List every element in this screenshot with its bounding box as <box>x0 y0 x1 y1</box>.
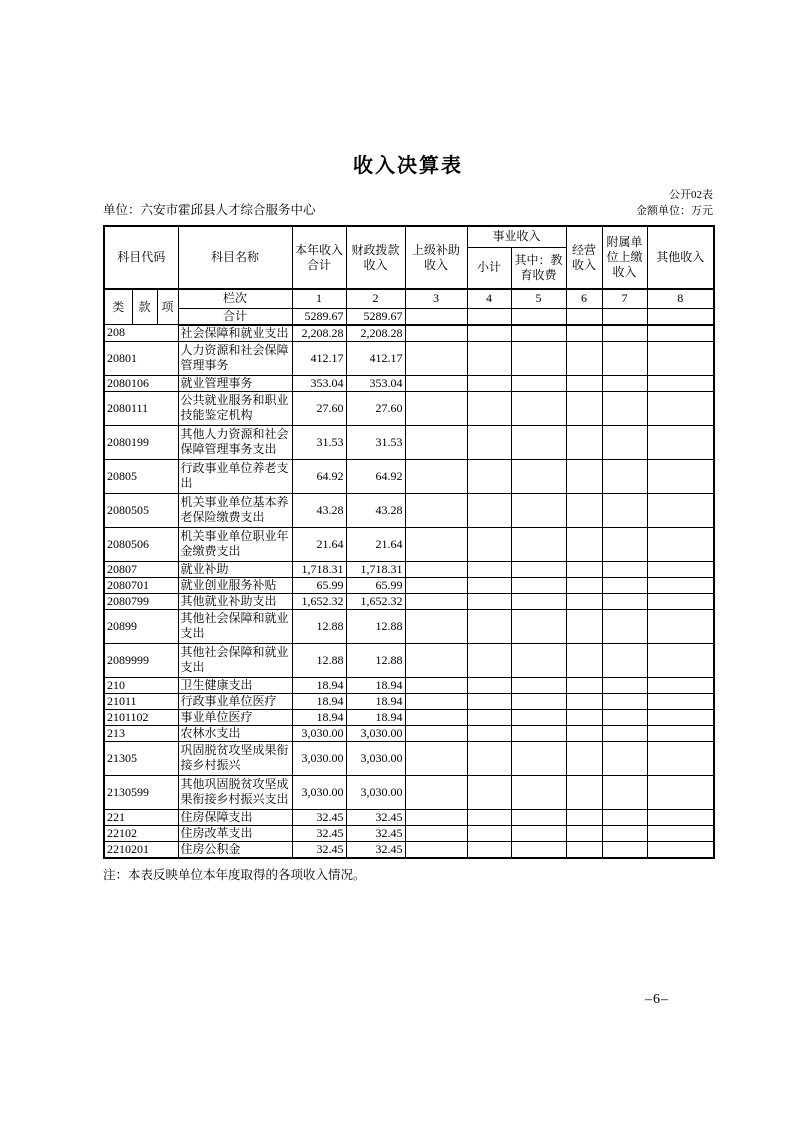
table-row <box>104 391 714 425</box>
value-cell: 32.45 <box>346 825 405 841</box>
value-cell <box>511 341 566 375</box>
total-row-label: 合计 <box>178 308 292 325</box>
subject-name-cell: 巩固脱贫攻坚成果衔接乡村振兴 <box>178 741 292 775</box>
value-cell: 18.94 <box>346 677 405 693</box>
header-business-income-group: 事业收入 <box>467 226 566 247</box>
subject-name-cell: 农林水支出 <box>178 725 292 741</box>
value-cell <box>511 425 566 459</box>
value-cell <box>602 325 647 342</box>
value-cell <box>602 709 647 725</box>
column-number: 5 <box>511 289 566 308</box>
subject-name-cell: 住房保障支出 <box>178 809 292 825</box>
subject-name-cell: 住房改革支出 <box>178 825 292 841</box>
subject-name-cell: 机关事业单位职业年金缴费支出 <box>178 527 292 561</box>
table-row <box>104 809 714 825</box>
table-row <box>104 609 714 643</box>
value-cell <box>405 593 467 609</box>
value-cell <box>467 425 511 459</box>
table-row <box>104 459 714 493</box>
value-cell <box>405 561 467 577</box>
column-number: 3 <box>405 289 467 308</box>
value-cell <box>467 677 511 693</box>
value-cell: 1,652.32 <box>292 593 346 609</box>
value-cell: 3,030.00 <box>346 775 405 809</box>
subject-code-cell: 21305 <box>104 741 178 775</box>
value-cell <box>566 325 602 342</box>
subject-code-cell: 2080701 <box>104 577 178 593</box>
value-cell <box>602 775 647 809</box>
value-cell: 32.45 <box>292 809 346 825</box>
value-cell <box>647 825 714 841</box>
value-cell <box>405 391 467 425</box>
value-cell <box>511 693 566 709</box>
table-row <box>104 725 714 741</box>
header-superior-subsidy-income: 上级补助收入 <box>405 226 467 289</box>
value-cell <box>647 459 714 493</box>
subject-name-cell: 其他就业补助支出 <box>178 593 292 609</box>
subject-name-cell: 就业创业服务补贴 <box>178 577 292 593</box>
value-cell <box>602 561 647 577</box>
value-cell <box>467 825 511 841</box>
value-cell: 3,030.00 <box>292 725 346 741</box>
table-note: 注：本表反映单位本年度取得的各项收入情况。 <box>103 868 366 882</box>
total-value <box>602 308 647 325</box>
subject-name-cell: 其他巩固脱贫攻坚成果衔接乡村振兴支出 <box>178 775 292 809</box>
value-cell <box>405 425 467 459</box>
value-cell <box>602 741 647 775</box>
subject-name-cell: 行政事业单位医疗 <box>178 693 292 709</box>
value-cell <box>647 425 714 459</box>
table-row <box>104 577 714 593</box>
value-cell <box>647 561 714 577</box>
value-cell: 353.04 <box>346 375 405 391</box>
value-cell <box>511 841 566 858</box>
subject-code-cell: 2080799 <box>104 593 178 609</box>
value-cell: 412.17 <box>292 341 346 375</box>
subject-name-cell: 其他社会保障和就业支出 <box>178 643 292 677</box>
header-code-class: 类 <box>104 289 132 325</box>
value-cell <box>405 577 467 593</box>
value-cell <box>647 643 714 677</box>
value-cell: 18.94 <box>292 709 346 725</box>
value-cell <box>511 577 566 593</box>
value-cell <box>405 493 467 527</box>
value-cell <box>467 643 511 677</box>
unit-name-label: 单位：六安市霍邱县人才综合服务中心 <box>103 203 316 217</box>
value-cell <box>467 493 511 527</box>
value-cell <box>467 375 511 391</box>
value-cell <box>467 593 511 609</box>
value-cell <box>511 527 566 561</box>
value-cell: 64.92 <box>346 459 405 493</box>
subject-name-cell: 行政事业单位养老支出 <box>178 459 292 493</box>
subject-name-cell: 就业管理事务 <box>178 375 292 391</box>
amount-unit-label: 金额单位：万元 <box>636 205 713 217</box>
column-number: 6 <box>566 289 602 308</box>
value-cell <box>602 693 647 709</box>
value-cell <box>566 677 602 693</box>
subject-name-cell: 就业补助 <box>178 561 292 577</box>
table-row <box>104 593 714 609</box>
page-number: –6– <box>645 992 669 1007</box>
value-cell <box>511 709 566 725</box>
table-header <box>104 226 714 325</box>
value-cell: 412.17 <box>346 341 405 375</box>
value-cell <box>602 677 647 693</box>
value-cell <box>647 391 714 425</box>
value-cell <box>467 841 511 858</box>
value-cell <box>647 577 714 593</box>
subject-code-cell: 2080505 <box>104 493 178 527</box>
total-value: 5289.67 <box>292 308 346 325</box>
total-value <box>647 308 714 325</box>
subject-name-cell: 其他人力资源和社会保障管理事务支出 <box>178 425 292 459</box>
table-row <box>104 775 714 809</box>
subject-code-cell: 20805 <box>104 459 178 493</box>
value-cell: 1,718.31 <box>292 561 346 577</box>
value-cell <box>566 725 602 741</box>
value-cell <box>647 341 714 375</box>
total-value <box>511 308 566 325</box>
value-cell: 32.45 <box>346 841 405 858</box>
value-cell <box>511 375 566 391</box>
value-cell <box>566 493 602 527</box>
header-subject-name: 科目名称 <box>178 226 292 289</box>
value-cell <box>511 561 566 577</box>
value-cell: 12.88 <box>346 609 405 643</box>
subject-code-cell: 20807 <box>104 561 178 577</box>
value-cell: 353.04 <box>292 375 346 391</box>
subject-name-cell: 社会保障和就业支出 <box>178 325 292 342</box>
value-cell <box>511 459 566 493</box>
value-cell <box>602 425 647 459</box>
header-column-index-label: 栏次 <box>178 289 292 308</box>
header-business-income-subtotal: 小计 <box>467 247 511 289</box>
value-cell <box>405 741 467 775</box>
column-number: 2 <box>346 289 405 308</box>
value-cell <box>566 593 602 609</box>
value-cell <box>405 841 467 858</box>
value-cell: 12.88 <box>292 609 346 643</box>
subject-name-cell: 公共就业服务和职业技能鉴定机构 <box>178 391 292 425</box>
value-cell <box>647 493 714 527</box>
value-cell: 32.45 <box>292 825 346 841</box>
value-cell <box>467 809 511 825</box>
value-cell <box>602 341 647 375</box>
value-cell <box>405 677 467 693</box>
value-cell: 21.64 <box>346 527 405 561</box>
table-row <box>104 677 714 693</box>
value-cell <box>467 325 511 342</box>
table-row <box>104 341 714 375</box>
value-cell: 18.94 <box>346 693 405 709</box>
value-cell <box>467 609 511 643</box>
value-cell <box>647 775 714 809</box>
value-cell: 3,030.00 <box>292 775 346 809</box>
table-row <box>104 527 714 561</box>
value-cell: 12.88 <box>292 643 346 677</box>
header-annual-income-total: 本年收入合计 <box>292 226 346 289</box>
table-row <box>104 643 714 677</box>
value-cell <box>511 325 566 342</box>
subject-code-cell: 210 <box>104 677 178 693</box>
value-cell: 1,718.31 <box>346 561 405 577</box>
value-cell <box>602 609 647 643</box>
value-cell <box>566 375 602 391</box>
subject-code-cell: 21011 <box>104 693 178 709</box>
value-cell <box>602 577 647 593</box>
value-cell <box>602 643 647 677</box>
value-cell <box>602 459 647 493</box>
subject-code-cell: 2080199 <box>104 425 178 459</box>
subject-code-cell: 2101102 <box>104 709 178 725</box>
value-cell <box>566 825 602 841</box>
value-cell: 18.94 <box>292 677 346 693</box>
value-cell: 27.60 <box>292 391 346 425</box>
header-other-income: 其他收入 <box>647 226 714 289</box>
value-cell <box>405 809 467 825</box>
total-row <box>104 308 714 325</box>
value-cell <box>405 643 467 677</box>
value-cell: 31.53 <box>346 425 405 459</box>
value-cell: 18.94 <box>346 709 405 725</box>
value-cell: 32.45 <box>346 809 405 825</box>
total-value <box>566 308 602 325</box>
value-cell <box>511 609 566 643</box>
value-cell <box>511 725 566 741</box>
subject-code-cell: 213 <box>104 725 178 741</box>
value-cell <box>511 391 566 425</box>
value-cell <box>566 809 602 825</box>
subject-code-cell: 221 <box>104 809 178 825</box>
value-cell <box>405 725 467 741</box>
subject-code-cell: 2130599 <box>104 775 178 809</box>
header-operating-income: 经营收入 <box>566 226 602 289</box>
value-cell <box>566 459 602 493</box>
column-number: 7 <box>602 289 647 308</box>
value-cell <box>511 643 566 677</box>
value-cell <box>405 775 467 809</box>
header-fiscal-appropriation-income: 财政拨款收入 <box>346 226 405 289</box>
subject-code-cell: 2080506 <box>104 527 178 561</box>
table-row <box>104 693 714 709</box>
meta-line <box>103 200 713 218</box>
table-row <box>104 841 714 858</box>
header-code-item: 项 <box>157 289 178 325</box>
value-cell <box>647 841 714 858</box>
value-cell: 2,208.28 <box>346 325 405 342</box>
table-row <box>104 561 714 577</box>
value-cell <box>511 741 566 775</box>
value-cell <box>405 325 467 342</box>
page-title: 收入决算表 <box>353 155 463 177</box>
value-cell <box>566 577 602 593</box>
value-cell <box>566 643 602 677</box>
subject-name-cell: 事业单位医疗 <box>178 709 292 725</box>
value-cell <box>405 341 467 375</box>
table-row <box>104 741 714 775</box>
value-cell <box>405 609 467 643</box>
table-code-label: 公开02表 <box>669 189 713 201</box>
value-cell <box>566 775 602 809</box>
total-value <box>467 308 511 325</box>
income-table <box>103 225 715 859</box>
subject-code-cell: 20899 <box>104 609 178 643</box>
value-cell <box>566 709 602 725</box>
value-cell: 3,030.00 <box>292 741 346 775</box>
value-cell <box>566 527 602 561</box>
value-cell <box>566 561 602 577</box>
header-affiliated-unit-remitted-income: 附属单位上缴收入 <box>602 226 647 289</box>
value-cell <box>602 593 647 609</box>
total-value <box>405 308 467 325</box>
value-cell <box>566 741 602 775</box>
value-cell <box>511 493 566 527</box>
value-cell <box>602 825 647 841</box>
value-cell: 1,652.32 <box>346 593 405 609</box>
subject-name-cell: 住房公积金 <box>178 841 292 858</box>
subject-code-cell: 208 <box>104 325 178 342</box>
table-row <box>104 425 714 459</box>
value-cell: 12.88 <box>346 643 405 677</box>
value-cell <box>566 341 602 375</box>
value-cell <box>566 609 602 643</box>
subject-code-cell: 22102 <box>104 825 178 841</box>
value-cell <box>467 725 511 741</box>
value-cell <box>566 391 602 425</box>
value-cell <box>602 725 647 741</box>
subject-name-cell: 人力资源和社会保障管理事务 <box>178 341 292 375</box>
value-cell <box>467 527 511 561</box>
subject-code-cell: 2210201 <box>104 841 178 858</box>
value-cell <box>647 609 714 643</box>
value-cell: 64.92 <box>292 459 346 493</box>
value-cell <box>602 841 647 858</box>
value-cell <box>647 677 714 693</box>
value-cell <box>467 459 511 493</box>
value-cell <box>405 825 467 841</box>
value-cell <box>467 693 511 709</box>
value-cell <box>511 809 566 825</box>
subject-code-cell: 2089999 <box>104 643 178 677</box>
header-row-group <box>104 226 714 247</box>
column-number: 4 <box>467 289 511 308</box>
value-cell <box>602 527 647 561</box>
value-cell <box>405 693 467 709</box>
header-subject-code: 科目代码 <box>104 226 178 289</box>
value-cell <box>467 561 511 577</box>
value-cell: 21.64 <box>292 527 346 561</box>
value-cell: 18.94 <box>292 693 346 709</box>
value-cell: 32.45 <box>292 841 346 858</box>
value-cell <box>467 709 511 725</box>
value-cell <box>405 375 467 391</box>
header-business-income-education-fees: 其中：教育收费 <box>511 247 566 289</box>
subject-name-cell: 其他社会保障和就业支出 <box>178 609 292 643</box>
value-cell <box>647 693 714 709</box>
header-row-column-index <box>104 289 714 308</box>
value-cell <box>511 677 566 693</box>
value-cell <box>602 391 647 425</box>
value-cell <box>405 527 467 561</box>
column-number: 1 <box>292 289 346 308</box>
subject-code-cell: 20801 <box>104 341 178 375</box>
value-cell <box>467 741 511 775</box>
value-cell <box>566 841 602 858</box>
value-cell <box>647 709 714 725</box>
value-cell: 2,208.28 <box>292 325 346 342</box>
value-cell <box>467 341 511 375</box>
value-cell <box>467 391 511 425</box>
value-cell <box>566 425 602 459</box>
value-cell <box>647 725 714 741</box>
table-body <box>104 325 714 858</box>
table-row <box>104 325 714 342</box>
subject-name-cell: 卫生健康支出 <box>178 677 292 693</box>
column-number: 8 <box>647 289 714 308</box>
value-cell <box>647 325 714 342</box>
subject-code-cell: 2080111 <box>104 391 178 425</box>
value-cell <box>511 593 566 609</box>
value-cell <box>511 825 566 841</box>
value-cell: 43.28 <box>346 493 405 527</box>
value-cell: 43.28 <box>292 493 346 527</box>
subject-name-cell: 机关事业单位基本养老保险缴费支出 <box>178 493 292 527</box>
value-cell <box>647 527 714 561</box>
value-cell <box>602 809 647 825</box>
subject-code-cell: 2080106 <box>104 375 178 391</box>
value-cell: 3,030.00 <box>346 725 405 741</box>
value-cell: 3,030.00 <box>346 741 405 775</box>
value-cell <box>647 809 714 825</box>
value-cell <box>405 459 467 493</box>
value-cell <box>647 375 714 391</box>
value-cell <box>602 493 647 527</box>
value-cell <box>566 693 602 709</box>
value-cell <box>511 775 566 809</box>
value-cell <box>602 375 647 391</box>
value-cell: 31.53 <box>292 425 346 459</box>
total-value: 5289.67 <box>346 308 405 325</box>
header-code-section: 款 <box>132 289 157 325</box>
value-cell <box>467 775 511 809</box>
table-row <box>104 375 714 391</box>
value-cell <box>647 741 714 775</box>
value-cell: 65.99 <box>346 577 405 593</box>
value-cell: 27.60 <box>346 391 405 425</box>
value-cell <box>405 709 467 725</box>
table-row <box>104 493 714 527</box>
table-row <box>104 709 714 725</box>
table-row <box>104 825 714 841</box>
value-cell: 65.99 <box>292 577 346 593</box>
value-cell <box>467 577 511 593</box>
value-cell <box>647 593 714 609</box>
